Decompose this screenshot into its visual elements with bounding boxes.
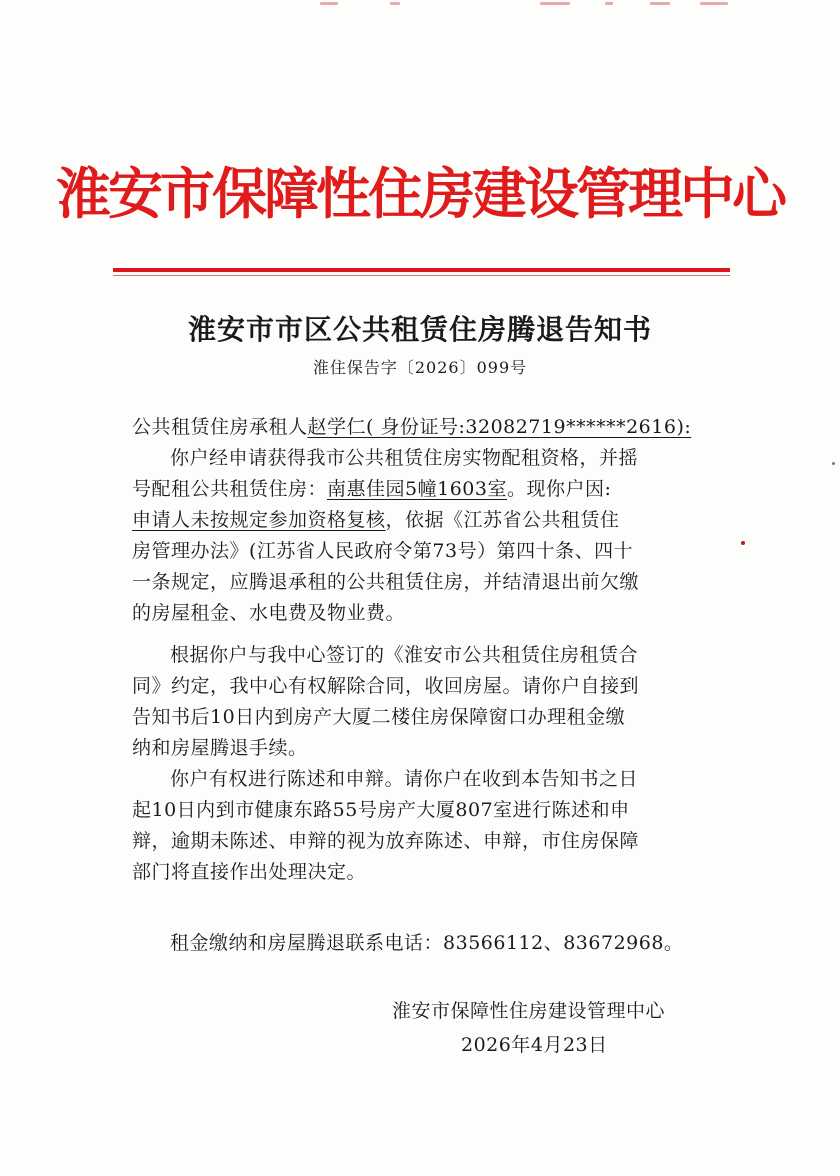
- house-suffix: 。现你户因:: [506, 478, 612, 500]
- paragraph-2: [132, 640, 722, 764]
- notice-title: 淮安市市区公共租赁住房腾退告知书: [187, 313, 652, 346]
- reason-suffix: ，依据《江苏省公共租赁住: [385, 509, 620, 531]
- body-line: 你户有权进行陈述和申辩。请你户在收到本告知书之日: [170, 768, 639, 790]
- contact-line: [170, 928, 683, 955]
- paragraph-1: [132, 412, 722, 629]
- house-address: 南惠佳园5幢1603室: [327, 478, 507, 500]
- contact-phones: 83566112、83672968。: [443, 932, 684, 954]
- body-line: 根据你户与我中心签订的《淮安市公共租赁住房租赁合: [170, 644, 639, 666]
- scan-artifacts: [320, 0, 740, 10]
- body-line: 一条规定，应腾退承租的公共租赁住房，并结清退出前欠缴: [132, 571, 640, 593]
- id-number: 32082719******2616: [465, 416, 677, 438]
- eviction-reason: 申请人未按规定参加资格复核: [132, 509, 386, 531]
- body-line: 部门将直接作出处理决定。: [132, 861, 367, 883]
- letterhead-rule: [113, 268, 730, 272]
- scan-dot: [741, 541, 745, 545]
- body-line: 辩，逾期未陈述、申辩的视为放弃陈述、申辩，市住房保障: [132, 830, 640, 852]
- body-line: 同》约定，我中心有权解除合同，收回房屋。请你户自接到: [132, 675, 640, 697]
- body-line: 的房屋租金、水电费及物业费。: [132, 602, 406, 624]
- letterhead-title: 淮安市保障性住房建设管理中心: [55, 162, 784, 226]
- body-line: 你户经申请获得我市公共租赁住房实物配租资格，并摇: [170, 447, 639, 469]
- letterhead-rule-thin: [113, 275, 730, 276]
- body-line: 纳和房屋腾退手续。: [132, 737, 308, 759]
- addressee-line: [132, 412, 722, 443]
- body-line: [132, 474, 722, 505]
- id-label: ( 身份证号:: [366, 416, 466, 438]
- signature-date: 2026年4月23日: [461, 1034, 608, 1056]
- house-prefix: 号配租公共租赁住房：: [132, 478, 328, 500]
- contact-label: 租金缴纳和房屋腾退联系电话：: [170, 932, 444, 954]
- body-line: 告知书后10日内到房产大厦二楼住房保障窗口办理租金缴: [132, 706, 626, 728]
- scan-dot: [832, 462, 835, 465]
- notice-number: 淮住保告字〔2026〕099号: [312, 358, 528, 377]
- addressee-details: [308, 416, 692, 438]
- tenant-name: 赵学仁: [307, 416, 367, 438]
- signature-organization: 淮安市保障性住房建设管理中心: [392, 1000, 666, 1022]
- body-line: [132, 505, 722, 536]
- id-suffix: ):: [676, 416, 692, 438]
- body-line: 房管理办法》(江苏省人民政府令第73号）第四十条、四十: [132, 540, 634, 562]
- addressee-prefix: 公共租赁住房承租人: [132, 416, 308, 438]
- paragraph-3: [132, 764, 722, 888]
- body-line: 起10日内到市健康东路55号房产大厦807室进行陈述和申: [132, 799, 630, 821]
